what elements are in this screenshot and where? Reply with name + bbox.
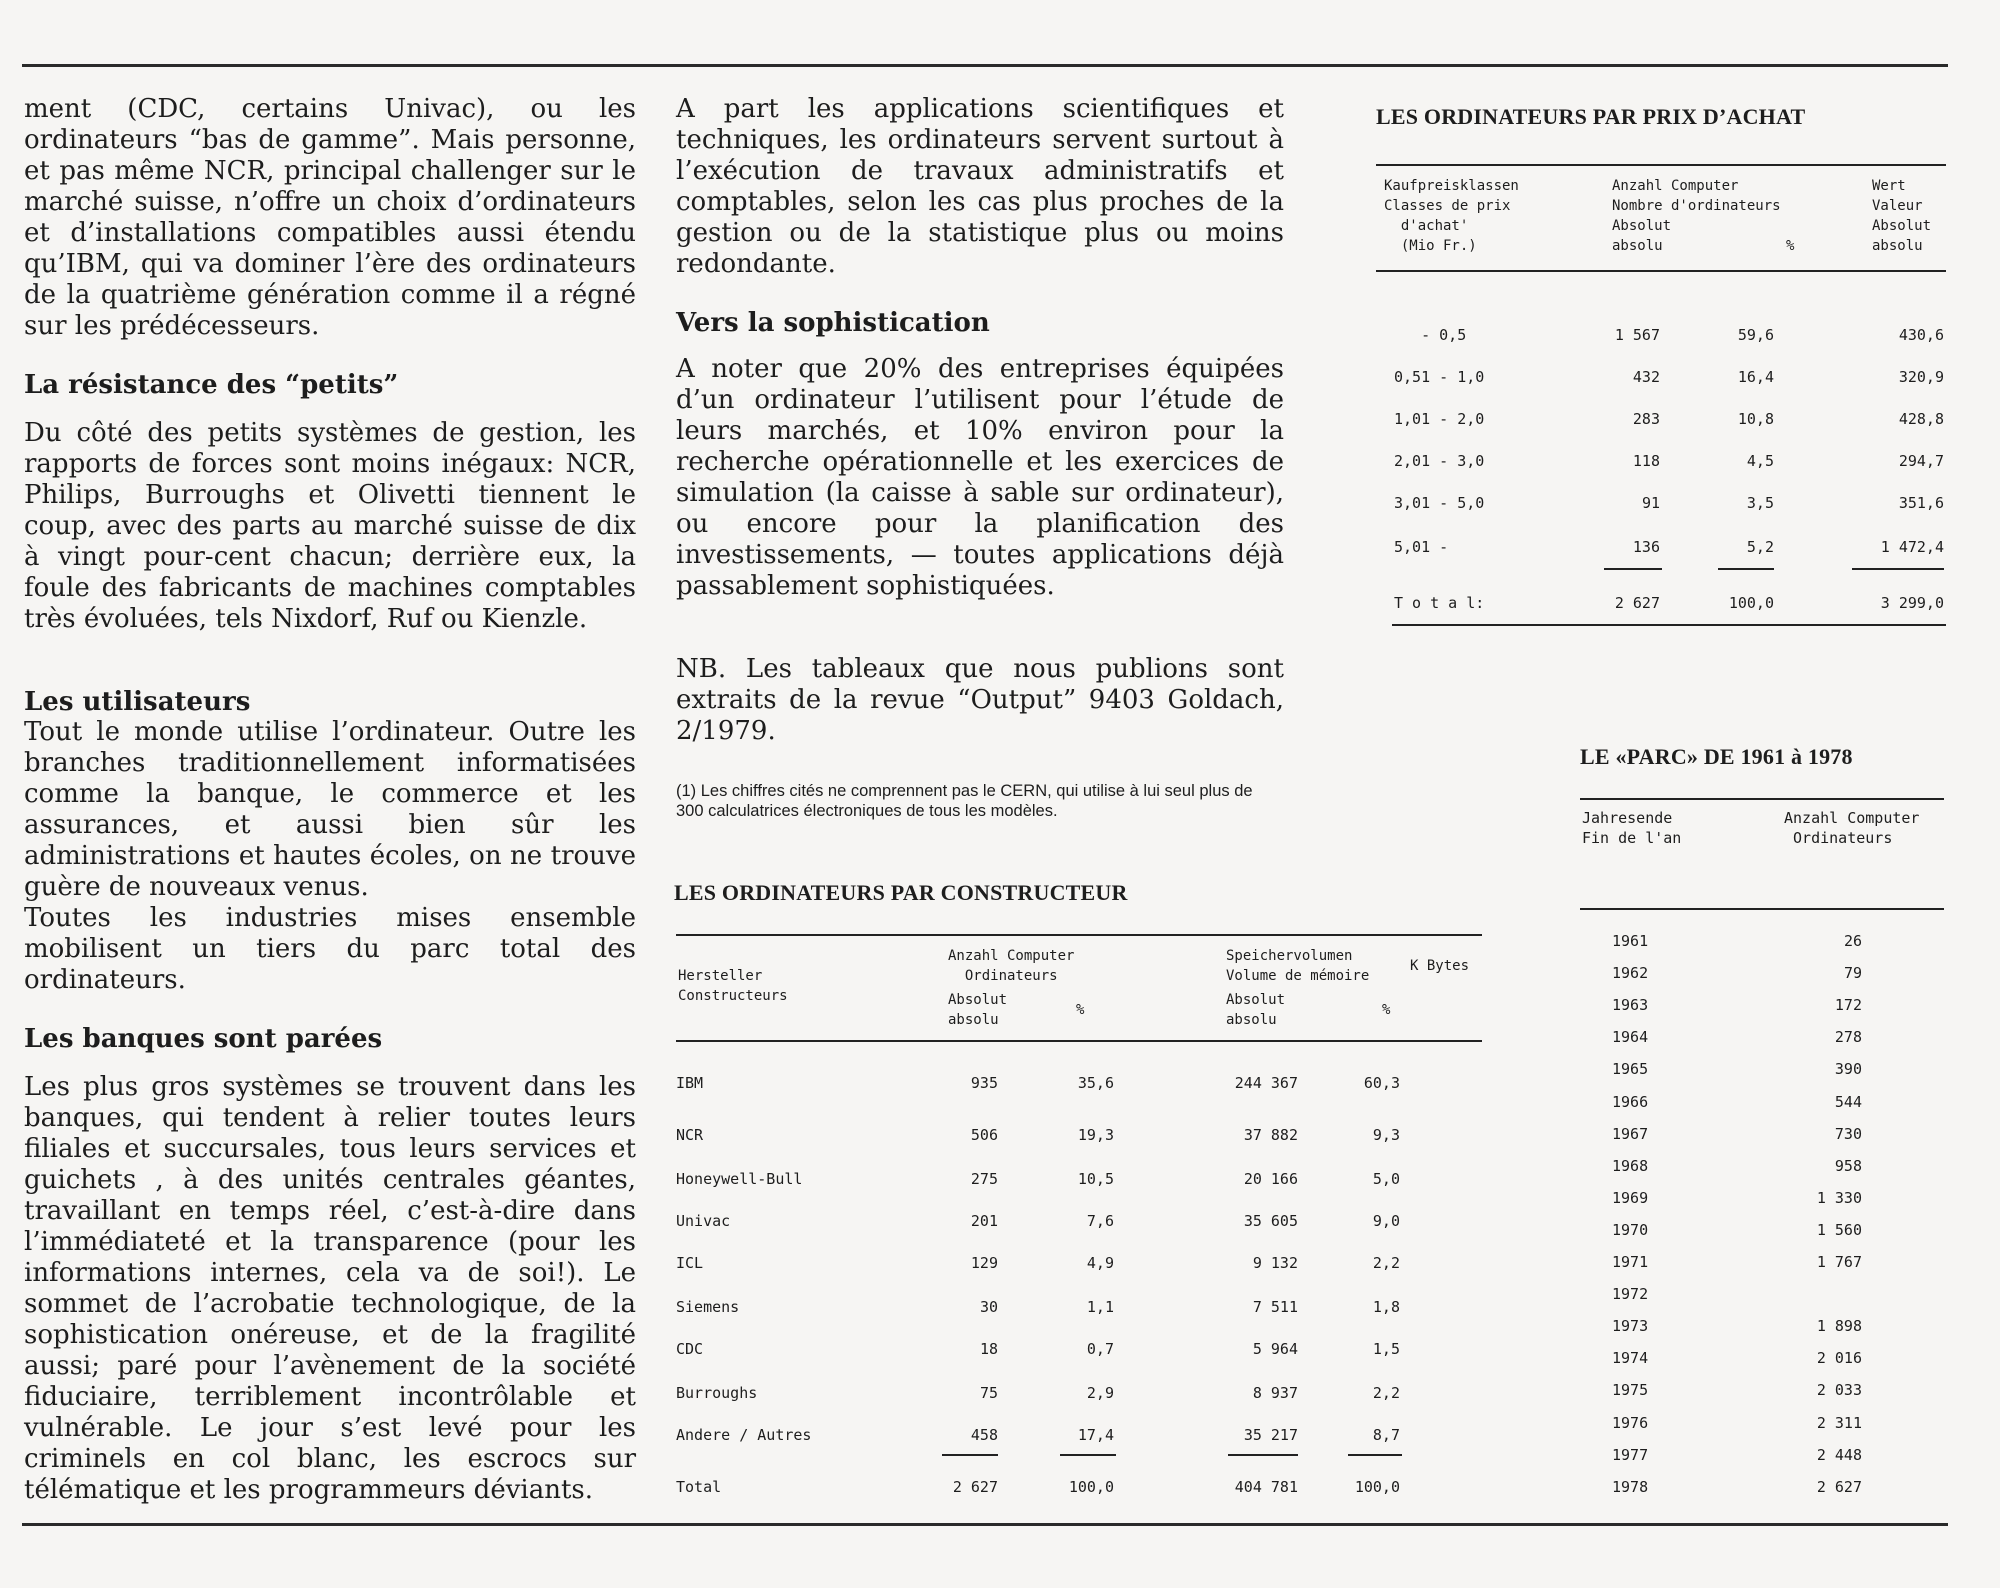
parc-count-cell: 1 767 (1816, 1253, 1862, 1271)
bottom-rule (22, 1523, 1948, 1526)
heading-utilisateurs: Les utilisateurs (24, 687, 251, 717)
top-rule (22, 64, 1948, 67)
parc-count-cell: 278 (1834, 1028, 1862, 1047)
parc-year-cell: 1976 (1612, 1413, 1649, 1432)
maker-abs-cell: 18 (979, 1340, 998, 1358)
maker-mpct-cell: 1,8 (1372, 1298, 1400, 1316)
price-abs-cell: 1 567 (1614, 326, 1660, 344)
table-maker-total-pct: 100,0 (1068, 1478, 1114, 1496)
parc-year-cell: 1971 (1612, 1253, 1649, 1271)
maker-mem-cell: 35 217 (1243, 1426, 1298, 1444)
parc-year-cell: 1962 (1612, 964, 1649, 983)
maker-mpct-cell: 60,3 (1363, 1074, 1400, 1092)
table-price-total-abs: 2 627 (1614, 594, 1660, 612)
price-pct-cell: 5,2 (1746, 538, 1774, 556)
table-parc-title: LE «PARC» DE 1961 à 1978 (1580, 744, 1853, 769)
footnote: (1) Les chiffres cités ne comprennent pas le CERN, qui utilise à lui seul plus de 300 calculatrices électroniques de tous les modèles. (676, 782, 1253, 820)
maker-abs-cell: 506 (970, 1126, 998, 1144)
table-price-sub-pct (1718, 568, 1774, 570)
table-maker-header-count-sub: Absolut absolu (948, 992, 1008, 1028)
table-maker-total-label: Total (676, 1478, 722, 1496)
table-price-header-value: Wert Valeur Absolut absolu (1872, 178, 1932, 254)
table-parc-rule-top (1580, 798, 1944, 800)
maker-name-cell: IBM (676, 1074, 704, 1092)
maker-mem-cell: 37 882 (1243, 1126, 1298, 1144)
paragraph-nb: NB. Les tableaux que nous publions sont extraits de la revue “Output” 9403 Goldach, 2/1979. (676, 654, 1284, 746)
table-maker-rule-head (676, 1040, 1482, 1042)
table-maker-header-count: Anzahl Computer Ordinateurs (948, 948, 1075, 984)
table-price-sub-abs (1604, 568, 1662, 570)
maker-mem-cell: 9 132 (1252, 1254, 1298, 1272)
parc-count-cell: 958 (1834, 1156, 1862, 1175)
column-left (24, 94, 636, 1506)
table-maker-rule-top (676, 934, 1482, 936)
price-value-cell: 320,9 (1898, 368, 1944, 386)
table-price-total-val: 3 299,0 (1880, 594, 1944, 612)
table-maker-header-kbytes: K Bytes (1410, 958, 1470, 974)
table-price-header-pct: % (1786, 238, 1795, 254)
table-maker-title: LES ORDINATEURS PAR CONSTRUCTEUR (674, 880, 1128, 905)
table-price-rule-top (1376, 164, 1946, 166)
table-price-sub-val (1852, 568, 1944, 570)
parc-year-cell: 1978 (1612, 1477, 1649, 1496)
parc-year-cell: 1972 (1612, 1285, 1649, 1304)
parc-count-cell: 2 033 (1816, 1381, 1862, 1400)
paragraph-intro: ment (CDC, certains Univac), ou les ordinateurs “bas de gamme”. Mais personne, et pas même NCR, principal challenger sur le marché suisse, n’offre un choix d’ordinateurs et d’installations compatibles aussi étendu qu’IBM, qui va dominer l’ère des ordinateurs de la quatrième génération comme il a régné sur les prédécesseurs. (24, 94, 636, 341)
heading-petits: La résistance des “petits” (24, 370, 399, 400)
paragraph-banques: Les plus gros systèmes se trouvent dans les banques, qui tendent à relier toutes leurs filiales et succursales, tous leurs services et guichets , à des unités centrales géantes, travaillant en temps réel, c’est-à-dire dans l’immédiateté et la transparence (pour les informations internes, cela va de soi!). Le sommet de l’acrobatie technologique, de la sophistication onéreuse, et de la fragilité aussi; paré pour l’avènement de la société fiduciaire, terriblement incontrôlable et vulnérable. Le jour s’est levé pour les criminels en col blanc, les escrocs sur télématique et les programmeurs déviants. (24, 1072, 636, 1505)
price-abs-cell: 283 (1632, 410, 1660, 428)
price-pct-cell: 4,5 (1746, 452, 1774, 470)
table-parc-rule-head (1580, 908, 1944, 910)
maker-abs-cell: 458 (970, 1426, 998, 1444)
maker-name-cell: Andere / Autres (676, 1426, 812, 1444)
price-pct-cell: 3,5 (1746, 494, 1774, 512)
table-parc-header-year: Jahresende Fin de l'an (1582, 809, 1682, 847)
paragraph-utilisateurs-a: Tout le monde utilise l’ordinateur. Outre les branches traditionnellement informatisées comme la banque, le commerce et les assurances, et aussi bien sûr les administrations et hautes écoles, on ne trouve guère de nouveaux venus. (24, 717, 636, 902)
maker-name-cell: Univac (676, 1212, 731, 1230)
maker-name-cell: Burroughs (676, 1384, 758, 1402)
maker-mpct-cell: 1,5 (1372, 1340, 1400, 1358)
maker-mem-cell: 8 937 (1252, 1384, 1298, 1402)
table-maker-sub-mem (1228, 1454, 1298, 1456)
table-price-title: LES ORDINATEURS PAR PRIX D’ACHAT (1376, 104, 1806, 129)
table-price-rule-bottom (1392, 624, 1946, 626)
paragraph-utilisateurs-b: Toutes les industries mises ensemble mobilisent un tiers du parc total des ordinateurs. (24, 903, 636, 995)
table-price-total-pct: 100,0 (1728, 594, 1774, 612)
maker-mpct-cell: 5,0 (1372, 1170, 1400, 1188)
table-maker-header-mem: Speichervolumen Volume de mémoire (1226, 948, 1370, 984)
price-pct-cell: 10,8 (1737, 410, 1774, 428)
maker-mpct-cell: 9,3 (1372, 1126, 1400, 1144)
price-class-cell: 0,51 - 1,0 (1394, 368, 1485, 386)
maker-mpct-cell: 8,7 (1372, 1426, 1400, 1444)
price-abs-cell: 136 (1632, 538, 1660, 556)
table-price-rule-head (1376, 270, 1946, 272)
parc-year-cell: 1965 (1612, 1060, 1649, 1079)
parc-year-cell: 1977 (1612, 1445, 1649, 1464)
maker-pct-cell: 10,5 (1077, 1170, 1114, 1188)
price-class-cell: 2,01 - 3,0 (1394, 452, 1485, 470)
table-maker-sub-pct (1060, 1454, 1116, 1456)
parc-year-cell: 1973 (1612, 1317, 1649, 1336)
parc-year-cell: 1967 (1612, 1124, 1649, 1143)
price-abs-cell: 118 (1632, 452, 1660, 470)
price-value-cell: 351,6 (1898, 494, 1944, 512)
maker-pct-cell: 19,3 (1077, 1126, 1114, 1144)
parc-count-cell: 2 016 (1816, 1349, 1862, 1368)
parc-count-cell: 2 311 (1816, 1413, 1862, 1432)
table-parc-header-count: Anzahl Computer Ordinateurs (1784, 809, 1920, 847)
table-price-header-class: Kaufpreisklassen Classes de prix d'achat' (Mio Fr.) (1384, 178, 1519, 254)
table-maker-total-abs: 2 627 (952, 1478, 998, 1496)
table-maker-header-maker: Hersteller Constructeurs (678, 968, 788, 1004)
maker-pct-cell: 35,6 (1077, 1074, 1114, 1092)
maker-pct-cell: 2,9 (1086, 1384, 1114, 1402)
parc-count-cell: 1 330 (1816, 1188, 1862, 1207)
price-class-cell: 1,01 - 2,0 (1394, 410, 1485, 428)
price-value-cell: 294,7 (1898, 452, 1944, 470)
maker-mem-cell: 5 964 (1252, 1340, 1298, 1358)
maker-pct-cell: 17,4 (1077, 1426, 1114, 1444)
parc-count-cell: 26 (1843, 932, 1862, 950)
paragraph-petits: Du côté des petits systèmes de gestion, les rapports de forces sont moins inégaux: NCR, Philips, Burroughs et Olivetti tiennent le coup, avec des parts au marché suisse de dix à vingt pour-cent chacun; derrière eux, la foule des fabricants de machines comptables très évoluées, tels Nixdorf, Ruf ou Kienzle. (24, 418, 636, 634)
maker-name-cell: ICL (676, 1254, 704, 1272)
heading-banques: Les banques sont parées (24, 1024, 383, 1054)
maker-abs-cell: 30 (979, 1298, 998, 1316)
price-value-cell: 1 472,4 (1880, 538, 1944, 556)
paragraph-sophistication: A noter que 20% des entreprises équipées d’un ordinateur l’utilisent pour l’étude de leurs marchés, et 10% environ pour la recherche opérationnelle et les exercices de simulation (la caisse à sable sur ordinateur), ou encore pour la planification des investissements, — toutes applications déjà passablement sophistiquées. (676, 354, 1284, 601)
table-maker-header-count-pct: % (1076, 1002, 1085, 1018)
parc-year-cell: 1964 (1612, 1028, 1649, 1047)
maker-name-cell: Honeywell-Bull (676, 1170, 803, 1188)
parc-year-cell: 1966 (1612, 1092, 1649, 1111)
maker-mpct-cell: 2,2 (1372, 1254, 1400, 1272)
parc-count-cell: 1 898 (1816, 1317, 1862, 1336)
maker-abs-cell: 75 (979, 1384, 998, 1402)
table-maker-header-mem-pct: % (1382, 1002, 1391, 1018)
parc-count-cell: 1 560 (1816, 1220, 1862, 1239)
maker-abs-cell: 275 (970, 1170, 998, 1188)
maker-abs-cell: 201 (970, 1212, 998, 1230)
parc-count-cell: 730 (1834, 1124, 1862, 1143)
table-maker-header-mem-sub: Absolut absolu (1226, 992, 1286, 1028)
table-maker-total-mem: 404 781 (1234, 1478, 1298, 1496)
table-maker-sub-abs (942, 1454, 998, 1456)
parc-year-cell: 1968 (1612, 1156, 1649, 1175)
column-middle (676, 94, 1284, 821)
price-pct-cell: 59,6 (1737, 326, 1774, 344)
parc-year-cell: 1974 (1612, 1349, 1649, 1368)
table-price-total-label: T o t a l: (1394, 594, 1485, 612)
maker-mem-cell: 20 166 (1243, 1170, 1298, 1188)
parc-count-cell: 79 (1843, 964, 1862, 983)
maker-name-cell: NCR (676, 1126, 704, 1144)
parc-count-cell: 390 (1834, 1060, 1862, 1079)
maker-mem-cell: 35 605 (1243, 1212, 1298, 1230)
price-pct-cell: 16,4 (1737, 368, 1774, 386)
maker-pct-cell: 7,6 (1086, 1212, 1114, 1230)
parc-count-cell: 2 448 (1816, 1445, 1862, 1464)
price-class-cell: - 0,5 (1394, 326, 1467, 344)
price-class-cell: 5,01 - (1394, 538, 1449, 556)
maker-abs-cell: 935 (970, 1074, 998, 1092)
price-value-cell: 430,6 (1898, 326, 1944, 344)
parc-year-cell: 1961 (1612, 932, 1649, 950)
price-value-cell: 428,8 (1898, 410, 1944, 428)
parc-year-cell: 1969 (1612, 1188, 1649, 1207)
maker-pct-cell: 0,7 (1086, 1340, 1114, 1358)
maker-name-cell: Siemens (676, 1298, 740, 1316)
parc-year-cell: 1975 (1612, 1381, 1649, 1400)
table-maker-total-mpct: 100,0 (1354, 1478, 1400, 1496)
parc-count-cell: 172 (1834, 996, 1862, 1015)
maker-mem-cell: 244 367 (1234, 1074, 1298, 1092)
parc-count-cell: 544 (1834, 1092, 1862, 1111)
maker-name-cell: CDC (676, 1340, 704, 1358)
price-abs-cell: 91 (1641, 494, 1660, 512)
price-abs-cell: 432 (1632, 368, 1660, 386)
maker-pct-cell: 4,9 (1086, 1254, 1114, 1272)
table-maker-sub-mpct (1348, 1454, 1402, 1456)
maker-pct-cell: 1,1 (1086, 1298, 1114, 1316)
parc-year-cell: 1963 (1612, 996, 1649, 1015)
parc-year-cell: 1970 (1612, 1220, 1649, 1239)
heading-sophistication: Vers la sophistication (676, 308, 990, 338)
parc-count-cell: 2 627 (1816, 1477, 1862, 1496)
paragraph-applications: A part les applications scientifiques et techniques, les ordinateurs servent surtout à l’exécution de travaux administratifs et comptables, selon les cas plus proches de la gestion ou de la statistique plus ou moins redondante. (676, 94, 1284, 279)
maker-mem-cell: 7 511 (1252, 1298, 1298, 1316)
maker-mpct-cell: 2,2 (1372, 1384, 1400, 1402)
table-price-header-count: Anzahl Computer Nombre d'ordinateurs Absolut absolu (1612, 178, 1781, 254)
maker-mpct-cell: 9,0 (1372, 1212, 1400, 1230)
maker-abs-cell: 129 (970, 1254, 998, 1272)
price-class-cell: 3,01 - 5,0 (1394, 494, 1485, 512)
